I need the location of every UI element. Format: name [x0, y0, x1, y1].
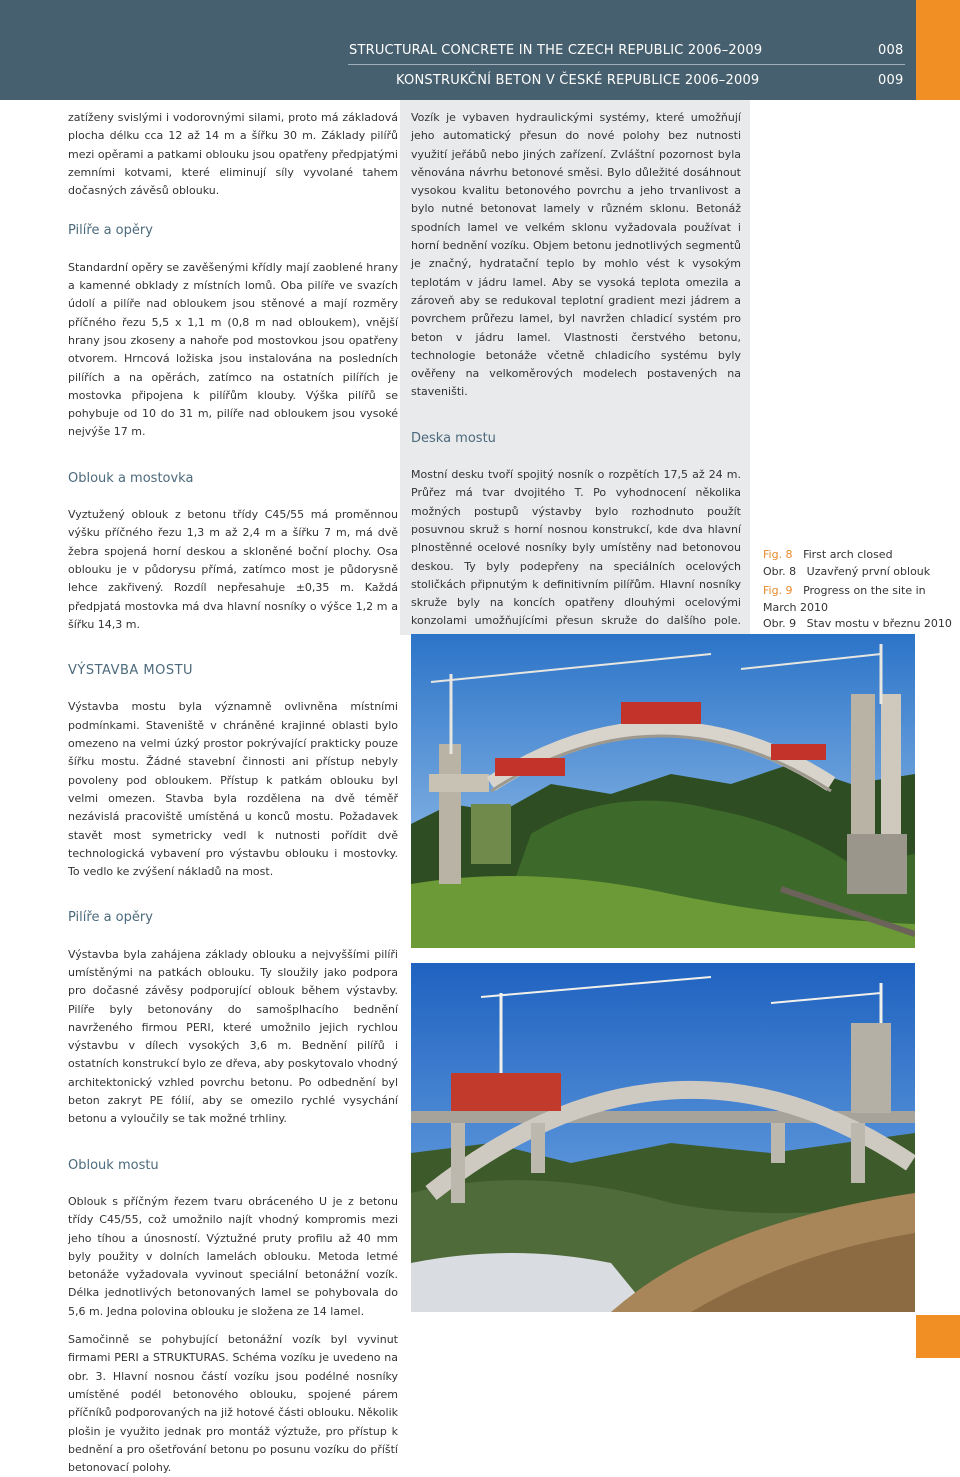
figure-captions: [763, 547, 953, 633]
paragraph: Mostní desku tvoří spojitý nosník o rozpětích 17,5 až 24 m. Průřez má tvar dvojitého T. Po vyhodnocení několika možných postupů výstavby bylo rozhodnuto použít posuvnou skruž s horní nosnou konstrukcí, kde dva hlavní plnostěnné ocelové nosníky byly umístěny nad betonovou deskou. Ty byly podepřeny na speciálních ocelových stoličkách připnutým k definitivním pilířům. Hlavní nosníky skruže byly na koncích opatřeny dlouhými ocelovými konzolami umožňujícími přesun skruže do dalšího pole.: [411, 468, 741, 628]
caption-fig8-en: Fig. 8 First arch closed: [763, 548, 893, 561]
section-heading: Oblouk mostu: [68, 1157, 159, 1173]
section-heading: Deska mostu: [411, 430, 496, 446]
chapter-heading: VÝSTAVBA MOSTU: [68, 663, 194, 679]
paragraph: Samočinně se pohybující betonážní vozík byl vyvinut firmami PERI a STRUKTURAS. Schéma vozíku je uvedeno na obr. 3. Hlavní nosnou částí vozíku jsou podélné nosníky umístěné podél betonového oblouku, spojené párem příčníků podporovaných na již hotové části oblouku. Několik plošin je využito jednak pro montáž výztuže, pro přístup k bednění a pro ošetřování betonu po posunu vozíku do příští betonovací polohy.: [68, 1333, 398, 1475]
paragraph: Výstavba mostu byla významně ovlivněna místními podmínkami. Staveniště v chráněné krajinné oblasti bylo omezeno na velmi úzký prostor pokrývající prakticky pouze šířku mostu. Žádné stavební činnosti ani přístup nebyly povoleny pod obloukem. Přístup k patkám oblouku byl velmi omezen. Stavba byla rozdělena na dvě téměř nezávislá pracoviště umístěná u konců mostu. Požadavek stavět most symetricky vedl k nutnosti pořídit dvě technologická vybavení pro výstavbu oblouku i mostovky. To vedlo ke zvýšení nákladů na most.: [68, 700, 398, 879]
paragraph: Výstavba byla zahájena základy oblouku a nejvyššími pilíři umístěnými na patkách oblouku. Ty sloužily jako podpora pro dočasné závěsy podporující oblouk během výstavby. Pilíře byly betonovány do samošplhacího bednění navrženého firmou PERI, které umožnilo jejich rychlou výstavbu v dílech vysokých 3,6 m. Bednění pilířů i ostatních konstrukcí bylo ze dřeva, aby poskytovalo vhodný architektonický vzhled povrchu betonu. Po odbednění byl beton zakryt PE fólií, aby se omezilo rychlé vysychání betonu a vyloučily se tak možné trhliny.: [68, 947, 398, 1126]
caption-obr9-cz: Obr. 9 Stav mostu v březnu 2010: [763, 617, 952, 630]
left-text-column: [68, 109, 398, 1477]
page-number-right: 009: [878, 73, 904, 88]
paragraph: Vyztužený oblouk z betonu třídy C45/55 má proměnnou výšku příčného řezu 1,3 m až 2,4 m a šířku 7 m, má dvě žebra spojená horní deskou a skloněné boční plochy. Osa oblouku je v půdorysu přímá, zatímco most je půdorysně lehce zakřivený. Rozdíl nepřesahuje ±0,35 m. Každá předpjatá mostovka má dva hlavní nosníky o výšce 1,2 m a šířku 14,3 m.: [68, 508, 398, 631]
header-title-en: STRUCTURAL CONCRETE IN THE CZECH REPUBLIC 2006–2009: [349, 43, 763, 58]
page-number-left: 008: [878, 43, 904, 58]
caption-fig9-en: Fig. 9 Progress on the site in March 2010: [763, 584, 926, 614]
paragraph: Oblouk s příčným řezem tvaru obráceného U je z betonu třídy C45/55, což umožnilo najít vhodný kompromis mezi jeho tíhou a únosností. Výztužné pruty profilu až 40 mm byly použity v dolních lamelách oblouku. Metoda letmé betonáže vyžadovala vyvinout speciální betonážní vozík. Délka jednotlivých betonovaných lamel se pohybovala do 5,6 m. Jedna polovina oblouku je složena ze 14 lamel.: [68, 1194, 398, 1318]
photo-first-arch-closed: [411, 634, 915, 948]
section-heading: Pilíře a opěry: [68, 910, 153, 926]
section-heading: Pilíře a opěry: [68, 223, 153, 239]
header-title-cz: KONSTRUKČNÍ BETON V ČESKÉ REPUBLICE 2006–2009: [396, 73, 760, 88]
paragraph: Vozík je vybaven hydraulickými systémy, které umožňují jeho automatický přesun do nové polohy bez nutnosti využití jeřábů nebo jiných zařízení. Zvláštní pozornost byla věnována návrhu betonové směsi. Bylo důležité dosáhnout vysokou kvalitu betonového povrchu a jeho trvanlivost a bylo nutné betonovat lamely v různém sklonu. Betonáž spodních lamel ve velkém sklonu vyžadovala používat i horní bednění vozíku. Objem betonu jednotlivých segmentů je značný, hydratační teplo by mohlo vést k vysokým teplotám v jádru lamel. Aby se vysoká teplota omezila a zároveň aby se redukoval teplotní gradient mezi jádrem a povrchem průřezu lamel, byl navržen chladicí systém pro beton v jádru lamel. Vlastnosti čerstvého betonu, technologie betonáže včetně chladicího systému byly ověřeny na velkoměrových modelech postavených na staveništi.: [411, 111, 741, 399]
header-divider: [348, 64, 905, 65]
section-heading: Oblouk a mostovka: [68, 470, 194, 486]
photo-progress-march-2010: [411, 963, 915, 1312]
paragraph: Standardní opěry se zavěšenými křídly mají zaoblené hrany a kamenné obklady z místních lomů. Oba pilíře ve svazích údolí a pilíře nad obloukem jsou stěnové a mají rozměry příčného řezu 5,5 x 1,1 m (0,8 m nad obloukem), vnější hrany jsou zkoseny a nahoře pod mostovkou jsou opatřeny otvorem. Hrncová ložiska jsou instalována na posledních pilířích a na opěrách, zatímco na ostatních pilířích je mostovka připojena k pilířům klouby. Výška pilířů se pohybuje od 10 do 31 m, pilíře nad obloukem jsou vysoké nejvýše 17 m.: [68, 260, 398, 439]
paragraph: zatíženy svislými i vodorovnými silami, proto má základová plocha délku cca 12 až 14 m a šířku 30 m. Základy pilířů mezi opěrami a patkami oblouku jsou opatřeny předpjatými zemními kotvami, které eliminují síly vyvolané tahem dočasných závěsů oblouku.: [68, 111, 398, 198]
middle-text-column: [411, 109, 741, 667]
caption-obr8-cz: Obr. 8 Uzavřený první oblouk: [763, 564, 931, 578]
page-footer-tab: [916, 1315, 960, 1358]
page-corner-tab: [916, 0, 960, 100]
